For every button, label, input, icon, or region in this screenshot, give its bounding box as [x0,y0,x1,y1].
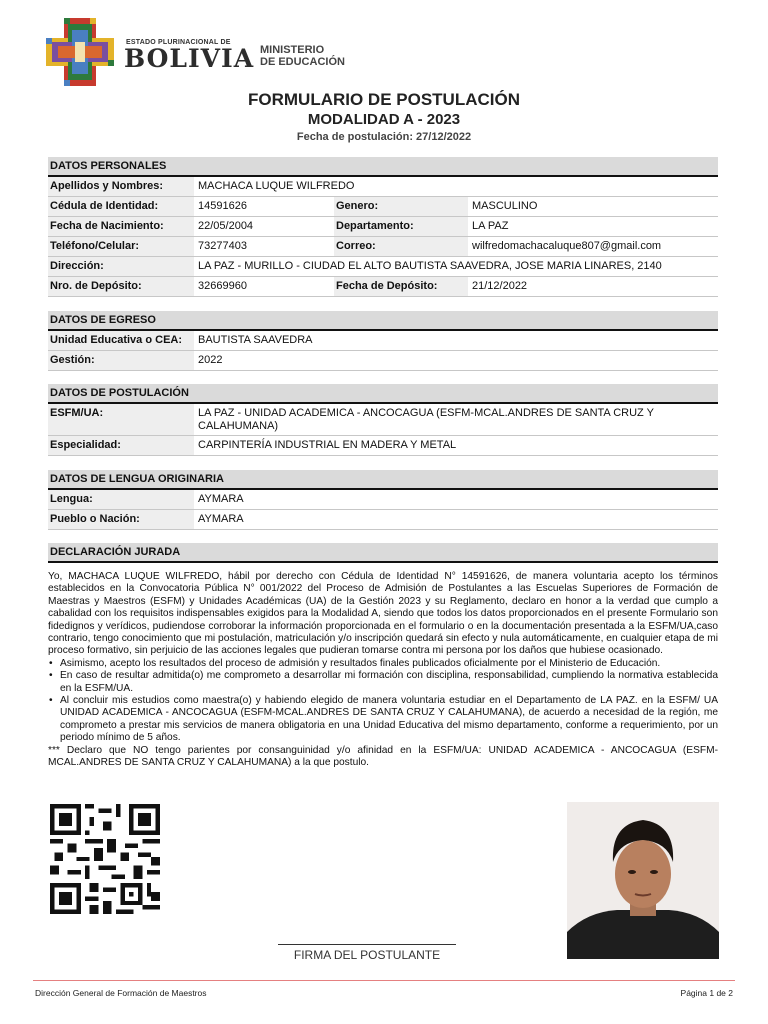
application-date: Fecha de postulación: 27/12/2022 [296,131,472,143]
field-value: LA PAZ [472,220,509,232]
field-label: Especialidad: [48,436,194,455]
bolivia-emblem-icon [42,16,118,88]
field-value: wilfredomachacaluque807@gmail.com [472,240,662,252]
list-item: • Al concluir mis estudios como maestra(o) y habiendo elegido de manera voluntaria estudiar en el Departamento de LA PAZ. en la ESFM/ UA UNIDAD ACADEMICA - ANCOCAGUA (ESFM-MCAL.ANDRES DE SANTA CRUZ Y CALAHUMANA), de acuerdo a necesidad de la región, me comprometo a prestar mis servicios de manera obligatoria en una Unidad Educativa del mismo departamento, conforme a requerimiento, por un periodo mínimo de 5 años. [48,695,718,745]
footer-organization: Dirección General de Formación de Maestros [35,988,207,998]
field-value: 32669960 [198,280,247,292]
table-row [48,277,718,297]
field-value: 21/12/2022 [472,280,528,292]
application-data-section [48,384,718,456]
language-data-section [48,470,718,530]
field-value: 22/05/2004 [198,220,254,232]
table-row [48,490,718,510]
table-row [48,237,718,257]
ministry-line-2: DE EDUCACIÓN [260,56,345,68]
field-value: 73277403 [198,240,247,252]
field-value: AYMARA [198,493,244,505]
applicant-photo-icon [567,802,719,959]
section-heading: DATOS PERSONALES [48,157,718,177]
declaration-closing: *** Declaro que NO tengo parientes por consanguinidad y/o afinidad en la ESFM/UA: UNIDAD ACADEMICA - ANCOCAGUA (ESFM-MCAL.ANDRES DE SANTA CRUZ Y CALAHUMANA) a la que postulo. [48,744,718,769]
declaration-list [48,658,718,745]
table-row [48,217,718,237]
brand-subtitle: ESTADO PLURINACIONAL DE [126,39,231,46]
section-heading: DATOS DE LENGUA ORIGINARIA [48,470,718,490]
table-row [48,257,718,277]
field-label: Teléfono/Celular: [48,237,194,256]
field-value: LA PAZ - UNIDAD ACADEMICA - ANCOCAGUA (ESFM-MCAL.ANDRES DE SANTA CRUZ Y CALAHUMANA) [198,407,654,432]
table-row [48,331,718,351]
field-value: 14591626 [198,200,247,212]
declaration-text [48,571,718,770]
field-value: MASCULINO [472,200,538,212]
field-value: MACHACA LUQUE WILFREDO [198,180,355,192]
declaration-section [48,543,718,563]
table-row [48,177,718,197]
field-label: Unidad Educativa o CEA: [48,331,194,350]
field-label: Departamento: [334,217,468,236]
section-heading: DATOS DE EGRESO [48,311,718,331]
field-label: ESFM/UA: [48,404,194,435]
field-label: Gestión: [48,351,194,370]
field-label: Dirección: [48,257,194,276]
graduation-data-section [48,311,718,371]
table-row [48,436,718,456]
field-label: Fecha de Depósito: [334,277,468,296]
signature-line [278,944,456,945]
declaration-paragraph: Yo, MACHACA LUQUE WILFREDO, hábil por derecho con Cédula de Identidad N° 14591626, de manera voluntaria acepto los términos establecidos en la Convocatoria Pública N° 001/2022 del Proceso de Admisión de Postulantes a las Escuelas Superiores de Formación de Maestras y Maestros (ESFM) y Unidades Académicas (UA) de la Gestión 2023 y su Reglamento, declaro en honor a la verdad que cumplo a cabalidad con los requisitos indispensables exigidos para la Modalidad A, siendo que todos los datos proporcionados en el presente Formulario son fidedignos y verídicos, pudiendose corroborar la información proporcionada en el formulario o en la documentación presentada a la ESFM/UA,caso contrario, tengo conocimiento que mi postulación, matriculación y/o inscripción quedará sin efecto y nula automáticamente, en cualquier etapa de mi proceso formativo, sin perjuicio de las acciones legales que pudieran tomarse contra mi persona por los daños que hubiese ocasionado. [48,571,718,657]
brand-title: BOLIVIA [124,44,255,73]
field-value: BAUTISTA SAAVEDRA [198,334,313,346]
field-label: Cédula de Identidad: [48,197,194,216]
section-heading: DATOS DE POSTULACIÓN [48,384,718,404]
field-label: Apellidos y Nombres: [48,177,194,196]
document-header [40,14,740,94]
list-item: • Asimismo, acepto los resultados del proceso de admisión y resultados finales publicados oficialmente por el Ministerio de Educación. [48,658,718,670]
field-label: Fecha de Nacimiento: [48,217,194,236]
list-item: • En caso de resultar admitida(o) me comprometo a desarrollar mi formación con disciplina, responsabilidad, cumpliendo la normativa establecida en la ESFM/UA. [48,670,718,695]
ministry-line-1: MINISTERIO [260,44,325,56]
section-heading: DECLARACIÓN JURADA [48,543,718,563]
field-label: Nro. de Depósito: [48,277,194,296]
table-row [48,510,718,530]
form-title: FORMULARIO DE POSTULACIÓN [248,90,520,109]
table-row [48,404,718,436]
field-label: Correo: [334,237,468,256]
field-value: LA PAZ - MURILLO - CIUDAD EL ALTO BAUTISTA SAAVEDRA, JOSE MARIA LINARES, 2140 [198,260,662,272]
table-row [48,197,718,217]
field-value: 2022 [198,354,223,366]
page-number: Página 1 de 2 [680,988,733,998]
field-label: Lengua: [48,490,194,509]
field-label: Pueblo o Nación: [48,510,194,529]
qr-code-icon [50,803,160,915]
field-label: Genero: [334,197,468,216]
ministry-name [260,44,345,68]
field-value: AYMARA [198,513,244,525]
signature-label: FIRMA DEL POSTULANTE [293,948,441,962]
personal-data-section [48,157,718,297]
table-row [48,351,718,371]
form-subtitle: MODALIDAD A - 2023 [307,111,461,128]
field-value: CARPINTERÍA INDUSTRIAL EN MADERA Y METAL [198,439,457,451]
footer-divider [33,980,735,981]
